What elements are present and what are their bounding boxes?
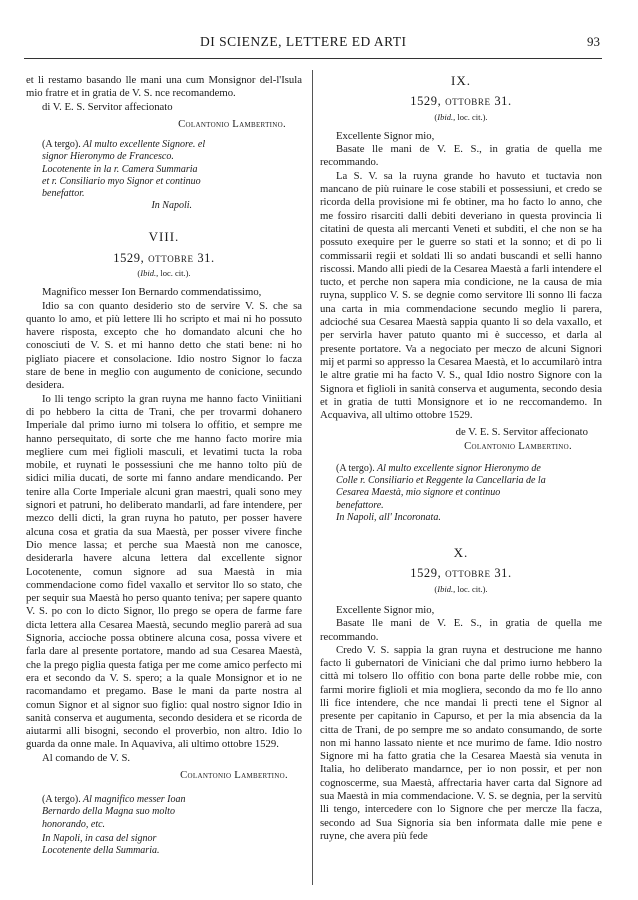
journal-title: DI SCIENZE, LETTERE ED ARTI [200,34,407,49]
letter-paragraph: Idio sa con quanto desiderio sto de servire V. S. che sa quanto lo amo, et più lettere lli ho scripto et mai ni ho possuto havere risposta, excepto che ho domandato alcuni che ho conosciuti de V. S. et mi hanno detto che stati bene: ni ho pigliato piacere et consolacione. Idio nostro Signor lo facza stare de bene in meglio con augumento de conicione, secundo desidera. [26,299,302,392]
source-rest: , loc. cit.). [453,111,488,122]
note-place: In Napoli. [151,200,192,212]
column-divider [312,70,313,885]
source-citation: (Ibid., loc. cit.). [434,583,488,594]
letter-paragraph: Credo V. S. sappia la gran ruyna et destrucione me hanno facto li gubernatori de Viniciani che dal primo iurno hebbero la città mi tolsero llo offitio con bona parte delle robbe mie, con farmi morire figlioli et mia mogliera, secondo da mo fe llo anno lli fice intendere, che nce mandai li precti tene el Signor al presente per capitanio in Capurso, et per la mia absencia da la citta de Trani, de po sempre me so andato consumando, de sorte non mi hanno lassato niente et nce murimo de fame. Idio nostro Signore mi ha fatto gratia che la Cesarea Maestà sia venuta in Italia, ho deliberato mandarnce, per io non possir, et per non cognoscerme, sua Maestà, affrectaria haver carta dal Signore ad sua Maestà in mia commendacione. V. S. se degnia, per la servitù lli tengo, intercedere con lo Signore che per mercze lla facza, secondo ad Sua Signoria sia ben informata dalle mie pene e ruyne, che avera più fede [320,643,602,842]
source-ibid: Ibid. [437,583,454,594]
note-text: Al magnifico messer Ioan Bernardo della Magna suo molto honorando, etc. [42,794,186,830]
closing: de V. E. S. Servitor affecionato [455,426,588,439]
note-place: In Napoli, in casa del signor Locotenente della Summaria. [42,832,160,857]
signature: Colantonio Lambertino. [178,117,286,130]
letter-paragraph: La S. V. sa la ruyna grande ho havuto et tuctavia non mancano de più ruinare le cose stabili et possessiuni, et credo se ricorda della provisione mi fe obtiner, ma ho facto lo anno, che me fossiro risarciti dalli debiti deveriano in questa provincia li citatini de questa ali mercanti Veneti et subditi, el che non se ha possuto exequire per le guerre so stati et la sonno; et di po li commissarii regii et soldati lli so andati buscandi et selli hanno riscossi. Mando alli piedi de la Cesarea Maestà a farli intendere el tucto, et perche non sapera mia condicione, ne la causa de mia ruyna, supplico V. S. se degnie como servitore lli sonno lli facza una carta in mia commendacione secundo meglio li parera, adcioché sua Cesarea Maestà sappia quanto li so dela vaxallo, et per servirla haver patuto quanto mi è successo, et darla al presente portatore. Va a negociato per meczo de alcuni Signori mij et parmi so appresso la Cesarea Maestà, et lo accumilarò intra le altre gratie mi ha facto V. S., qual Idio nostro Signore con la Signora et figlioli in sanità conserva et augumenta, secondo desia et in gratia de tutti Monsignore et io ne reccomandemo. In Acquaviva, all ultimo ottobre 1529. [320,169,602,422]
salutation: Excellente Signor mio, [336,603,435,616]
signature: Colantonio Lambertino. [464,439,572,452]
source-rest: , loc. cit.). [453,583,488,594]
salutation: Magnifico messer Ion Bernardo commendatissimo, [42,286,262,299]
section-date: 1529, ottobre 31. [410,566,512,581]
source-citation: (Ibid., loc. cit.). [137,268,191,278]
note-place: In Napoli, all' Incoronata. [336,511,441,523]
letter-paragraph: Basate lle mani de V. E. S., in gratia de quella me recommando. [320,143,602,169]
source-rest: , loc. cit.). [156,268,191,278]
source-citation: (Ibid., loc. cit.). [434,111,488,122]
note-text: Al multo excellente Signore. el signor Hieronymo de Francesco. Locotenente in la r. Camera Summaria et r. Consiliario myo Signor et continuo benefattor. [42,139,206,199]
right-column [320,74,602,843]
servitor-line: di V. E. S. Servitor affecionato [42,100,173,113]
salutation: Excellente Signor mio, [336,129,435,142]
letter-paragraph: Io lli tengo scripto la gran ruyna me hanno facto Viniitiani di po hebbero la citta de Trani, che per trovarmi dohanero Imperiale dal primo iurno mi tolsera lo offitio, et sempre me hanno persequitato, di sorte che me hanno facto morire mia megliere cum mei figlioli masculi, et levatimi tucta la roba mobile, et ruynati le possessiuni che me hanno tolto più de sidici milia ducati, de sorte mi fanno andare mendicando. Per tenire alla Corte Imperiale alcuni gran maestri, quali sono mey signori et patruni, ho deliberato mandarli, ad fare intendere, per mezco delli dicti, la gran ruyna ho patuto, per posser havere alcuna cosa et gratia da sua Maestà, per posser vivere finche Dio mence lassa; et perche sua Maestà non me canosce, desiderarla havere alcuna lettera dal excellente signor Locotenente, comun signore ad sua Maestà in mia commendacione como fidel vaxallo et servitor llo so stato, che per sequir sua Maestà ho perso quanto teniva; per sapere quanto V. S. po con lo dicto Signor, llo prego se opera de farme fare dicta lettera alla Cesarea Maestà, secundo meglio parerà ad sua Signoria, accioche possa obtinere alcuna cosa, possa vivere et farla dare al presente portatore, mando ad sua Cesarea Maestà, che la prego piglia questa fatiga per me come amico perfecto mi era et secondo da V. S. spero; a la quale Monsignor et io ne racomandamo et pregamo. Base le mani da parte nostra al comun Signor et al signor suo figlio: qual nostro signor Idio in sanità conserva et augumenta, secondo desidera et se ricorda de aiutarmi alli bisogni, secondo el proverbio, non altro. Idio lo guarda da onne male. In Aquaviva, ali ultimo ottobre 1529. [26,392,302,751]
signature: Colantonio Lambertino. [180,768,288,781]
continuation-paragraph: et li restamo basando lle mani una cum Monsignor del-l'Isula mio fratre et in gratia de V. S. nce recomandemo. [26,74,302,100]
address-note [336,463,548,524]
header-rule [24,58,602,59]
section-number: VIII. [148,229,180,245]
section-date: 1529, ottobre 31. [113,250,215,265]
note-text: Al multo excellente signor Hieronymo de Colle r. Consiliario et Reggente la Cancellaria de la Cesarea Maestà, mio signore et continuo benefattore. [336,463,546,511]
page-number: 93 [587,34,600,49]
address-note [42,794,202,857]
note-prefix: (A tergo). [336,463,375,475]
section-date: 1529, ottobre 31. [410,94,512,109]
letter-paragraph: Basate lle mani de V. E. S., in gratia de quella me recommando. [320,617,602,643]
source-ibid: Ibid. [437,111,454,122]
address-note [42,139,206,212]
section-number: IX. [451,73,471,88]
running-header [0,34,600,50]
left-column [26,74,302,857]
note-prefix: (A tergo). [42,794,81,806]
closing: Al comando de V. S. [42,751,131,764]
note-prefix: (A tergo). [42,139,81,151]
source-ibid: Ibid. [140,268,157,278]
section-number: X. [453,545,469,561]
